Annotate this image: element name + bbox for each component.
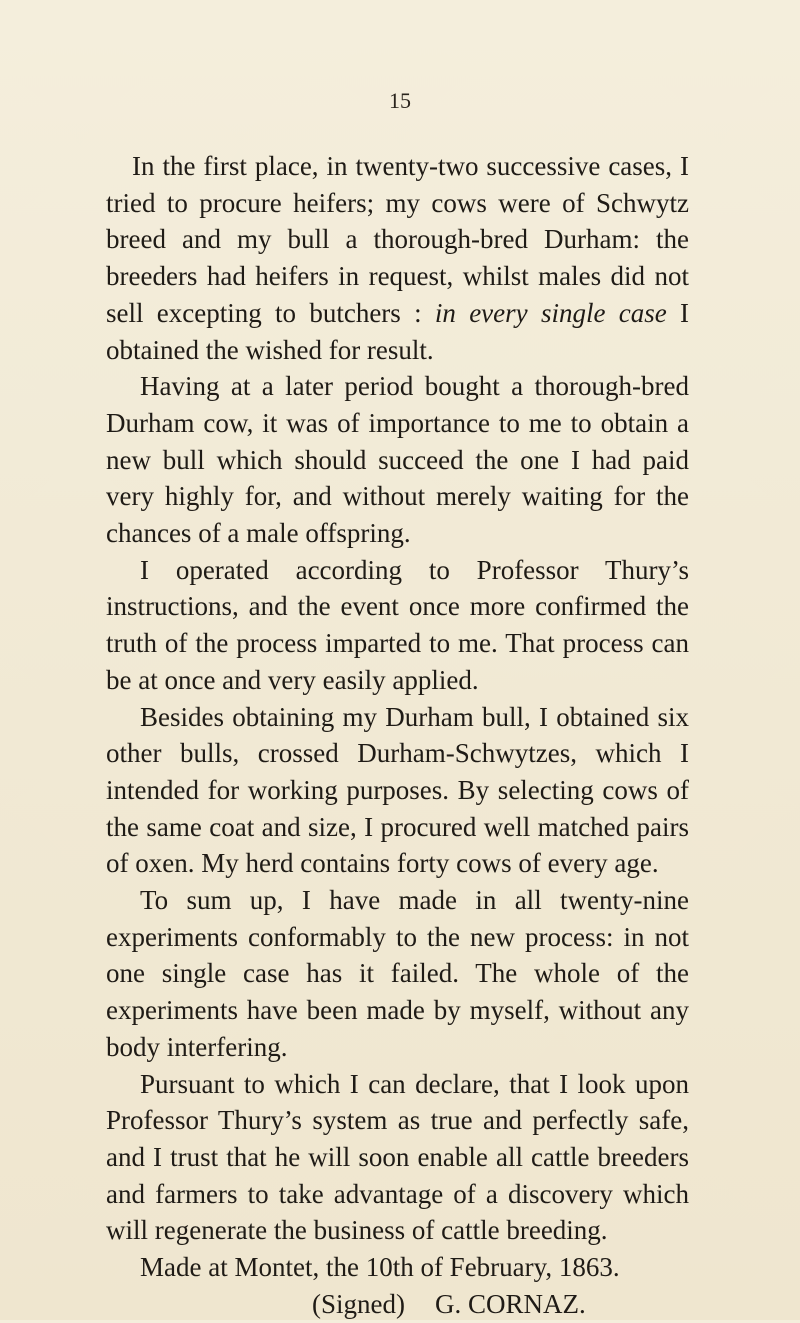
paragraph-4: Besides obtaining my Durham bull, I obtained six other bulls, crossed Durham-Schwytzes, which I intended for working purposes. By selecting cows of the same coat and size, I procured well matched pairs of oxen. My herd contains forty cows of every age. (106, 701, 689, 879)
signature-name: G. CORNAZ. (434, 1288, 586, 1319)
paragraph-5: To sum up, I have made in all twenty-nine experiments conformably to the new process: in not one single case has it failed. The whole of the experiments have been made by myself, without any body interfering. (106, 885, 689, 1062)
signature-line (106, 1286, 689, 1323)
page-number: 15 (389, 88, 411, 113)
paragraph-1-emphasis: in every single case (434, 297, 667, 328)
body-text (106, 148, 689, 1323)
closing-line: Made at Montet, the 10th of February, 1863. (140, 1252, 620, 1283)
paragraph-1 (106, 148, 689, 368)
paragraph-1-text: In the first place, in twenty-two successive cases, I tried to procure heifers; my cows were of Schwytz breed and my bull a thorough-bred Durham: the breeders had heifers in request, whilst males did not sell excepting to butchers : (106, 151, 689, 328)
paragraph-6: Pursuant to which I can declare, that I look upon Professor Thury’s system as true and perfectly safe, and I trust that he will soon enable all cattle breeders and farmers to take advantage of a discovery which will regenerate the business of cattle breeding. (106, 1068, 689, 1246)
paragraph-1-text-end: I obtained the wished for result. (106, 297, 690, 365)
signature-label: (Signed) (312, 1288, 405, 1319)
paragraph-2: Having at a later period bought a thorough-bred Durham cow, it was of importance to me to obtain a new bull which should succeed the one I had paid very highly for, and without merely waiting for the chances of a male offspring. (106, 371, 689, 549)
paragraph-3: I operated according to Professor Thury’s instructions, and the event once more confirmed the truth of the process imparted to me. That process can be at once and very easily applied. (106, 554, 689, 695)
